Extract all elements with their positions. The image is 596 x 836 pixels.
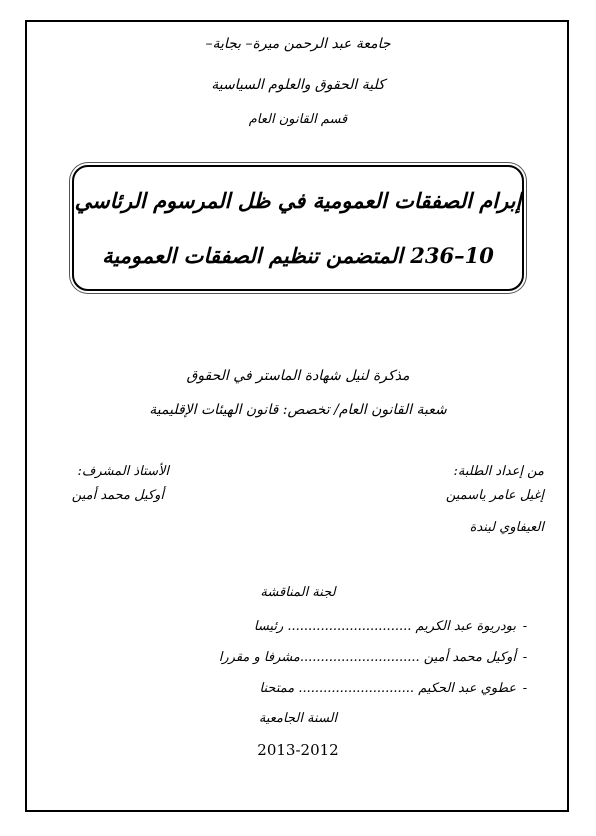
committee-member-text: عطوي عبد الحكيم ............................ ممتحنا — [259, 681, 516, 696]
committee-member — [219, 650, 534, 665]
committee-member-text: أوكيل محمد أمين .............................مشرفا و مقررا — [218, 650, 516, 665]
committee-title: لجنة المناقشة — [260, 585, 336, 600]
faculty-name: كلية الحقوق والعلوم السياسية — [211, 77, 385, 93]
list-dash: - — [522, 681, 528, 696]
committee-member-text: بودريوة عبد الكريم .............................. رئيسا — [253, 619, 516, 634]
thesis-title-line2: 10–236 المتضمن تنظيم الصفقات العمومية — [102, 243, 494, 268]
student-name: العيفاوي ليندة — [469, 520, 544, 535]
title-box — [72, 165, 524, 291]
committee-member — [254, 619, 534, 634]
supervisor-label: الأستاذ المشرف: — [77, 464, 169, 479]
university-name: جامعة عبد الرحمن ميرة– بجاية– — [205, 36, 391, 52]
academic-year: 2013-2012 — [257, 741, 339, 759]
academic-year-label: السنة الجامعية — [258, 711, 338, 726]
department-name: قسم القانون العام — [248, 112, 348, 127]
student-name: إغيل عامر ياسمين — [445, 488, 544, 503]
thesis-title-line1: إبرام الصفقات العمومية في ظل المرسوم الرئاسي — [74, 188, 522, 213]
list-dash: - — [522, 650, 528, 665]
branch-specialty: شعبة القانون العام/ تخصص: قانون الهيئات الإقليمية — [149, 402, 447, 418]
memo-purpose: مذكرة لنيل شهادة الماستر في الحقوق — [186, 368, 410, 384]
prepared-by-label: من إعداد الطلبة: — [453, 464, 544, 479]
committee-member — [260, 681, 534, 696]
list-dash: - — [522, 619, 528, 634]
supervisor-name: أوكيل محمد أمين — [71, 488, 164, 503]
